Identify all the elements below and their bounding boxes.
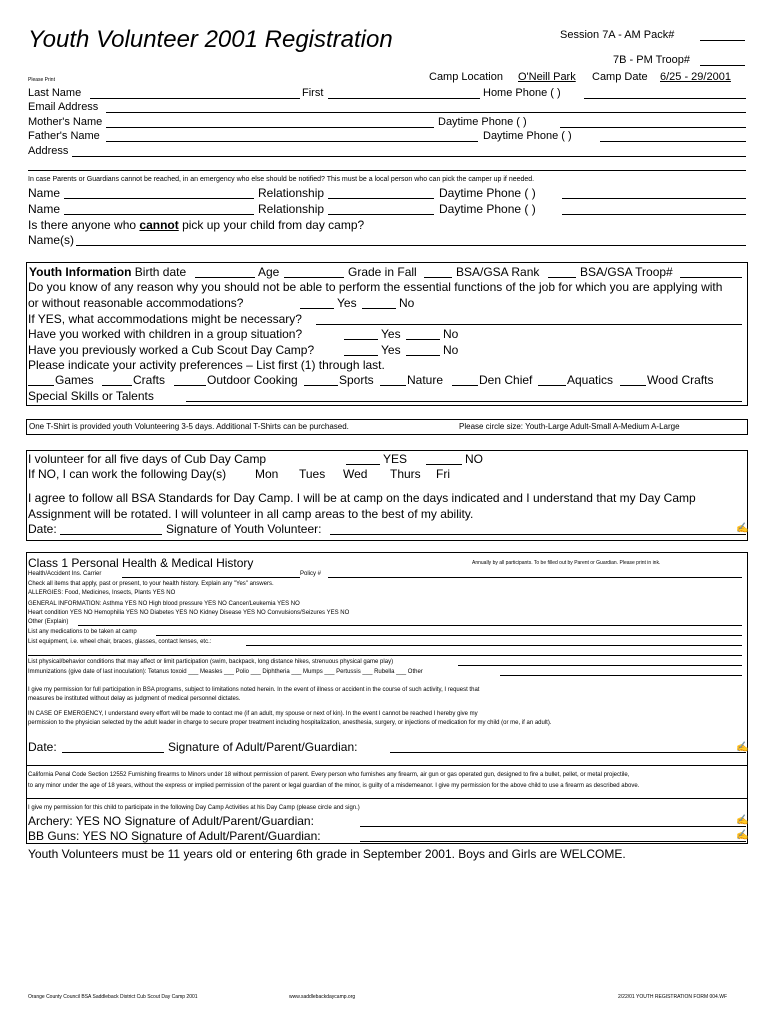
group-experience-yes-label: Yes [381,327,401,341]
guardian-signature-label: Signature of Adult/Parent/Guardian: [168,740,358,754]
group-experience-no-label: No [443,327,459,341]
accommodation-needed-field[interactable] [316,324,742,325]
emergency-consent-line-2: permission to the physician selected by the adult leader in charge to secure proper treatment including hospitalization, anesthesia, surgery, or injections of medication for my child (or me, if an adult). [28,720,552,726]
check-items-note: Check all items that apply, past or present, to your health history. Explain any "Yes" answers. [28,581,274,587]
day-camp-experience-no-field[interactable] [406,355,440,356]
form-title: Youth Volunteer 2001 Registration [28,26,393,53]
youth-info-heading: Youth Information [29,265,132,279]
insurance-carrier-field[interactable] [122,577,300,578]
activity-rank-field[interactable] [304,385,338,386]
volunteer-date-field[interactable] [60,534,162,535]
accommodation-yes-label: Yes [337,296,357,310]
address-field-2[interactable] [28,170,746,171]
activity-rank-field[interactable] [380,385,406,386]
group-experience-yes-field[interactable] [344,339,378,340]
day-camp-permission-note: I give my permission for this child to participate in the following Day Camp Activities at his Day Camp (please circle and sign.) [28,805,360,811]
address-label: Address [28,145,69,157]
pen-icon: ✍ [736,742,749,753]
tshirt-note: One T-Shirt is provided youth Volunteering 3-5 days. Additional T-Shirts can be purchased. [29,422,349,431]
special-skills-label: Special Skills or Talents [28,389,154,403]
day-camp-experience-yes-field[interactable] [344,355,378,356]
pen-icon: ✍ [736,830,749,841]
special-skills-field[interactable] [186,401,742,402]
activity-label: Games [55,373,94,387]
health-divider [26,765,748,766]
emergency-name-label-2: Name [28,202,61,216]
volunteer-signature-field[interactable] [330,534,746,535]
emergency-phone-field-1[interactable] [562,198,746,199]
general-info-line[interactable]: GENERAL INFORMATION: Asthma YES NO High blood pressure YES NO Cancer/Leukemia YES NO [28,601,300,607]
accommodation-question-b: or without reasonable accommodations? [28,296,244,310]
activity-label: Wood Crafts [647,373,714,387]
camp-location-label: Camp Location [429,71,503,83]
volunteer-date-label: Date: [28,522,57,536]
emergency-name-label-1: Name [28,186,61,200]
group-experience-no-field[interactable] [406,339,440,340]
emergency-consent-line-1: IN CASE OF EMERGENCY, I understand every effort will be made to contact me (if an adult, my spouse or next of kin). In the event I cannot be reached I hereby give my [28,711,478,717]
names-field[interactable] [76,245,746,246]
activity-rank-field[interactable] [102,385,132,386]
pack-number-field[interactable] [700,40,745,41]
camp-date-value: 6/25 - 29/2001 [660,71,731,83]
group-experience-question: Have you worked with children in a group situation? [28,327,303,341]
birth-date-field[interactable] [195,277,255,278]
emergency-relationship-label-1: Relationship [258,186,325,200]
birth-date-label: Birth date [134,265,187,279]
day-camp-experience-yes-label: Yes [381,343,401,357]
other-explain-field[interactable] [78,625,742,626]
accommodation-question: Do you know of any reason why you should not be able to perform the essential functions of the job for which you are applying with [28,280,723,294]
bb-guns-permission[interactable]: BB Guns: YES NO Signature of Adult/Parent/Guardian: [28,829,321,843]
bb-guns-signature-field[interactable] [360,841,746,842]
equipment-field[interactable] [246,645,742,646]
activity-preferences-label: Please indicate your activity preferences – List first (1) through last. [28,358,385,372]
day-option[interactable]: Fri [436,467,450,481]
archery-signature-field[interactable] [360,826,746,827]
camp-date-label: Camp Date [592,71,648,83]
accommodation-needed-question: If YES, what accommodations might be necessary? [28,312,302,326]
grade-field[interactable] [424,277,452,278]
volunteer-all-days-label: I volunteer for all five days of Cub Day Camp [28,452,267,466]
grade-label: Grade in Fall [348,265,417,279]
guardian-signature-field[interactable] [390,752,746,753]
pen-icon: ✍ [736,815,749,826]
bsa-troop-label: BSA/GSA Troop# [580,265,673,279]
fathers-name-label: Father's Name [28,130,100,142]
penal-code-line-2: to any minor under the age of 18 years, without the express or implied permission of the parent or legal guardian of the minor, is guilty of a misdemeanor. I give my permission for the above child to use a firearm as described above. [28,783,640,789]
equipment-field-2[interactable] [28,655,742,656]
address-field-1[interactable] [72,156,746,157]
insurance-carrier-label: Health/Accident Ins. Carrier [28,571,102,577]
medications-field[interactable] [156,635,742,636]
volunteer-yes-label: YES [383,452,408,466]
first-name-field[interactable] [328,98,480,99]
cannot-pickup-post: pick up your child from day camp? [178,218,365,232]
home-phone-label: Home Phone ( ) [483,87,561,99]
volunteer-no-label: NO [465,452,483,466]
emergency-relationship-field-2[interactable] [328,214,434,215]
guardian-date-label: Date: [28,740,57,754]
health-heading: Class 1 Personal Health & Medical History [28,556,254,570]
accommodation-no-label: No [399,296,415,310]
emergency-phone-label-1: Daytime Phone ( ) [439,186,536,200]
emergency-phone-field-2[interactable] [562,214,746,215]
accommodation-no-field[interactable] [362,308,396,309]
first-name-label: First [302,87,324,99]
please-print-note: Please Print [28,77,55,83]
guardian-date-field[interactable] [62,752,164,753]
bsa-rank-label: BSA/GSA Rank [456,265,540,279]
last-name-label: Last Name [28,87,82,99]
footer-website: www.saddlebackdaycamp.org [289,994,356,1000]
emergency-note: In case Parents or Guardians cannot be reached, in an emergency who else should be notified? This must be a local person who can pick the camper up if needed. [28,176,535,183]
session-line-1: Session 7A - AM Pack# [560,29,675,41]
activity-label: Crafts [133,373,166,387]
home-phone-field[interactable] [584,98,746,99]
footer-right: 2/22/01 YOUTH REGISTRATION FORM 004.WF [618,994,728,1000]
mothers-name-label: Mother's Name [28,116,103,128]
accommodation-yes-field[interactable] [300,308,334,309]
mothers-name-field[interactable] [106,127,434,128]
day-camp-experience-no-label: No [443,343,459,357]
emergency-name-field-2[interactable] [64,214,254,215]
troop-number-field[interactable] [700,65,745,66]
cannot-pickup-bold: cannot [139,218,179,232]
father-daytime-phone-label: Daytime Phone ( ) [483,130,572,142]
volunteer-yes-field[interactable] [346,464,380,465]
equipment-label: List equipment, i.e. wheel chair, braces, glasses, contact lenses, etc.: [28,639,212,645]
activity-rank-field[interactable] [174,385,206,386]
day-option[interactable]: Wed [343,467,368,481]
policy-number-label: Policy # [300,571,322,577]
camp-location-value: O'Neill Park [518,71,576,83]
agreement-line-2: Assignment will be rotated. I will volunteer in all camp areas to the best of my ability. [28,507,474,521]
other-explain-label: Other (Explain) [28,619,69,625]
emergency-phone-label-2: Daytime Phone ( ) [439,202,536,216]
immunizations-line: Immunizations (give date of last inoculation): Tetanus toxoid ___ Measles ___ Polio ___ Diphtheria ___ Mumps ___ Pertussis ___ Rubella ___ Other [28,669,423,675]
activity-rank-field[interactable] [620,385,646,386]
health-divider-2 [26,798,748,799]
youth-info-row-1 [29,266,186,278]
policy-number-field[interactable] [328,577,742,578]
age-requirement-note: Youth Volunteers must be 11 years old or entering 6th grade in September 2001. Boys and Girls are WELCOME. [28,847,626,861]
fathers-name-field[interactable] [106,141,478,142]
activity-rank-field[interactable] [452,385,478,386]
activity-label: Aquatics [567,373,614,387]
day-option[interactable]: Thurs [390,467,421,481]
day-option[interactable]: Tues [299,467,326,481]
age-label: Age [258,265,280,279]
physical-conditions-label: List physical/behavior conditions that may affect or limit participation (swim, backpack, long distance hikes, strenuous physical game play) [28,659,394,665]
agreement-line-1: I agree to follow all BSA Standards for Day Camp. I will be at camp on the days indicated and I understand that my Day Camp [28,491,696,505]
penal-code-line-1: California Penal Code Section 12552 Furnishing firearms to Minors under 18 without permission of parent. Every person who furnishes any firearm, air gun or gas operated gun, designed to fire a bullet, pellet, or metal projectile, [28,772,630,778]
day-camp-experience-question: Have you previously worked a Cub Scout Day Camp? [28,343,315,357]
email-label: Email Address [28,101,99,113]
activity-rank-field[interactable] [538,385,566,386]
email-field[interactable] [106,112,746,113]
emergency-relationship-field-1[interactable] [328,198,434,199]
activity-label: Sports [339,373,374,387]
archery-permission[interactable]: Archery: YES NO Signature of Adult/Parent/Guardian: [28,814,314,828]
health-annual-note: Annually by all participants. To be filled out by Parent or Guardian. Please print in ink. [472,560,661,566]
mother-daytime-phone-label: Daytime Phone ( ) [438,116,527,128]
physical-conditions-field[interactable] [458,665,742,666]
tshirt-size-options[interactable]: Please circle size: Youth-Large Adult-Small A-Medium A-Large [459,422,680,431]
activity-label: Nature [407,373,444,387]
day-option[interactable]: Mon [255,467,279,481]
bsa-rank-field[interactable] [548,277,576,278]
pen-icon: ✍ [736,523,749,534]
permission-line-1: I give my permission for full participation in BSA programs, subject to limitations noted herein. In the event of illness or accident in the course of such activity, I request that [28,687,480,693]
volunteer-no-field[interactable] [426,464,462,465]
permission-line-2: measures be instituted without delay as judgment of medical personnel dictates. [28,696,241,702]
age-field[interactable] [284,277,344,278]
names-label: Name(s) [28,233,75,247]
mother-daytime-phone-field[interactable] [560,127,746,128]
session-line-2: 7B - PM Troop# [613,54,691,66]
immunizations-other-field[interactable] [500,675,742,676]
volunteer-signature-label: Signature of Youth Volunteer: [166,522,322,536]
activity-rank-field[interactable] [28,385,54,386]
emergency-relationship-label-2: Relationship [258,202,325,216]
father-daytime-phone-field[interactable] [600,141,746,142]
activity-label: Den Chief [479,373,533,387]
allergies-line[interactable]: ALLERGIES: Food, Medicines, Insects, Plants YES NO [28,590,176,596]
medications-label: List any medications to be taken at camp [28,629,137,635]
emergency-name-field-1[interactable] [64,198,254,199]
footer-left: Orange County Council BSA Saddleback District Cub Scout Day Camp 2001 [28,994,198,1000]
activity-label: Outdoor Cooking [207,373,298,387]
last-name-field[interactable] [90,98,300,99]
bsa-troop-field[interactable] [680,277,742,278]
cannot-pickup-question [28,219,364,231]
heart-condition-line[interactable]: Heart condition YES NO Hemophilia YES NO Diabetes YES NO Kidney Disease YES NO Convulsions/Seizures YES NO [28,610,350,616]
cannot-pickup-pre: Is there anyone who [28,218,140,232]
volunteer-days-label: If NO, I can work the following Day(s) [28,467,227,481]
